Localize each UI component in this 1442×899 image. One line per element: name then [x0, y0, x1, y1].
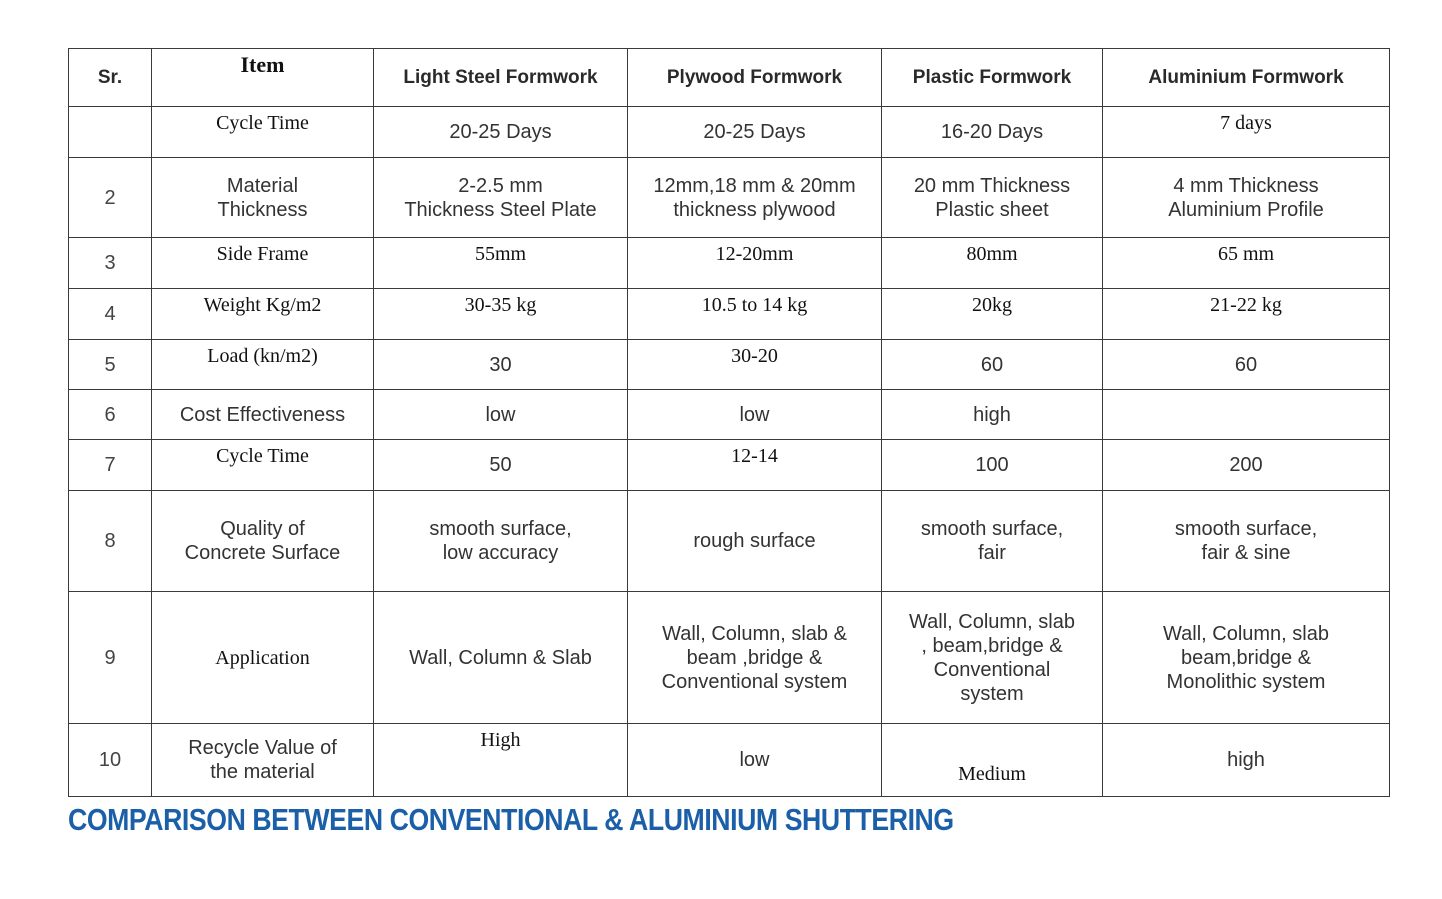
row-sr: 8: [69, 491, 152, 592]
page-caption: COMPARISON BETWEEN CONVENTIONAL & ALUMINIUM SHUTTERING: [68, 802, 954, 837]
table-row: [69, 491, 1390, 592]
row-item: Cost Effectiveness: [152, 390, 374, 440]
header-plastic: Plastic Formwork: [882, 49, 1103, 107]
table-row: [69, 238, 1390, 289]
header-sr: Sr.: [69, 49, 152, 107]
row-sr: 9: [69, 592, 152, 724]
cell-plastic: 20 mm Thickness Plastic sheet: [882, 158, 1103, 238]
table-row: [69, 724, 1390, 797]
row-item: Cycle Time: [152, 107, 374, 158]
table-header-row: [69, 49, 1390, 107]
cell-light-steel: Wall, Column & Slab: [374, 592, 628, 724]
cell-plastic: 20kg: [882, 289, 1103, 340]
row-sr: 2: [69, 158, 152, 238]
row-item: Quality of Concrete Surface: [152, 491, 374, 592]
cell-aluminium: Wall, Column, slab beam,bridge & Monolithic system: [1103, 592, 1390, 724]
table-row: [69, 340, 1390, 390]
comparison-table: [68, 48, 1390, 797]
cell-plywood: 10.5 to 14 kg: [628, 289, 882, 340]
header-plywood: Plywood Formwork: [628, 49, 882, 107]
row-item: Cycle Time: [152, 440, 374, 491]
cell-light-steel: 30: [374, 340, 628, 390]
cell-light-steel: 50: [374, 440, 628, 491]
header-item: Item: [152, 49, 374, 107]
row-sr: 3: [69, 238, 152, 289]
cell-light-steel: 55mm: [374, 238, 628, 289]
cell-aluminium: smooth surface, fair & sine: [1103, 491, 1390, 592]
cell-aluminium: [1103, 390, 1390, 440]
row-item: Load (kn/m2): [152, 340, 374, 390]
cell-aluminium: 200: [1103, 440, 1390, 491]
cell-aluminium: 21-22 kg: [1103, 289, 1390, 340]
cell-plywood: rough surface: [628, 491, 882, 592]
row-sr: 4: [69, 289, 152, 340]
cell-plastic: high: [882, 390, 1103, 440]
table-row: [69, 158, 1390, 238]
row-item: Recycle Value of the material: [152, 724, 374, 797]
cell-plastic: 100: [882, 440, 1103, 491]
cell-plastic: Wall, Column, slab , beam,bridge & Conventional system: [882, 592, 1103, 724]
row-item: Weight Kg/m2: [152, 289, 374, 340]
cell-plywood: 12-20mm: [628, 238, 882, 289]
header-light-steel: Light Steel Formwork: [374, 49, 628, 107]
cell-aluminium: high: [1103, 724, 1390, 797]
cell-plywood: low: [628, 724, 882, 797]
table-row: [69, 390, 1390, 440]
cell-plywood: 20-25 Days: [628, 107, 882, 158]
cell-light-steel: 2-2.5 mm Thickness Steel Plate: [374, 158, 628, 238]
cell-plastic: 16-20 Days: [882, 107, 1103, 158]
cell-plywood: 12mm,18 mm & 20mm thickness plywood: [628, 158, 882, 238]
row-sr: [69, 107, 152, 158]
row-sr: 5: [69, 340, 152, 390]
row-item: Application: [152, 592, 374, 724]
row-item: Side Frame: [152, 238, 374, 289]
table-row: [69, 440, 1390, 491]
cell-light-steel: 30-35 kg: [374, 289, 628, 340]
cell-plywood: low: [628, 390, 882, 440]
header-aluminium: Aluminium Formwork: [1103, 49, 1390, 107]
table-row: [69, 592, 1390, 724]
row-sr: 6: [69, 390, 152, 440]
cell-light-steel: 20-25 Days: [374, 107, 628, 158]
cell-aluminium: 7 days: [1103, 107, 1390, 158]
cell-plywood: Wall, Column, slab & beam ,bridge & Conventional system: [628, 592, 882, 724]
cell-plywood: 30-20: [628, 340, 882, 390]
cell-aluminium: 4 mm Thickness Aluminium Profile: [1103, 158, 1390, 238]
row-item: Material Thickness: [152, 158, 374, 238]
cell-light-steel: smooth surface, low accuracy: [374, 491, 628, 592]
row-sr: 7: [69, 440, 152, 491]
comparison-table-container: [68, 48, 1389, 797]
table-row: [69, 289, 1390, 340]
cell-aluminium: 65 mm: [1103, 238, 1390, 289]
cell-light-steel: low: [374, 390, 628, 440]
cell-aluminium: 60: [1103, 340, 1390, 390]
cell-plastic: Medium: [882, 724, 1103, 797]
table-row: [69, 107, 1390, 158]
cell-plywood: 12-14: [628, 440, 882, 491]
cell-light-steel: High: [374, 724, 628, 797]
cell-plastic: 60: [882, 340, 1103, 390]
cell-plastic: 80mm: [882, 238, 1103, 289]
cell-plastic: smooth surface, fair: [882, 491, 1103, 592]
row-sr: 10: [69, 724, 152, 797]
